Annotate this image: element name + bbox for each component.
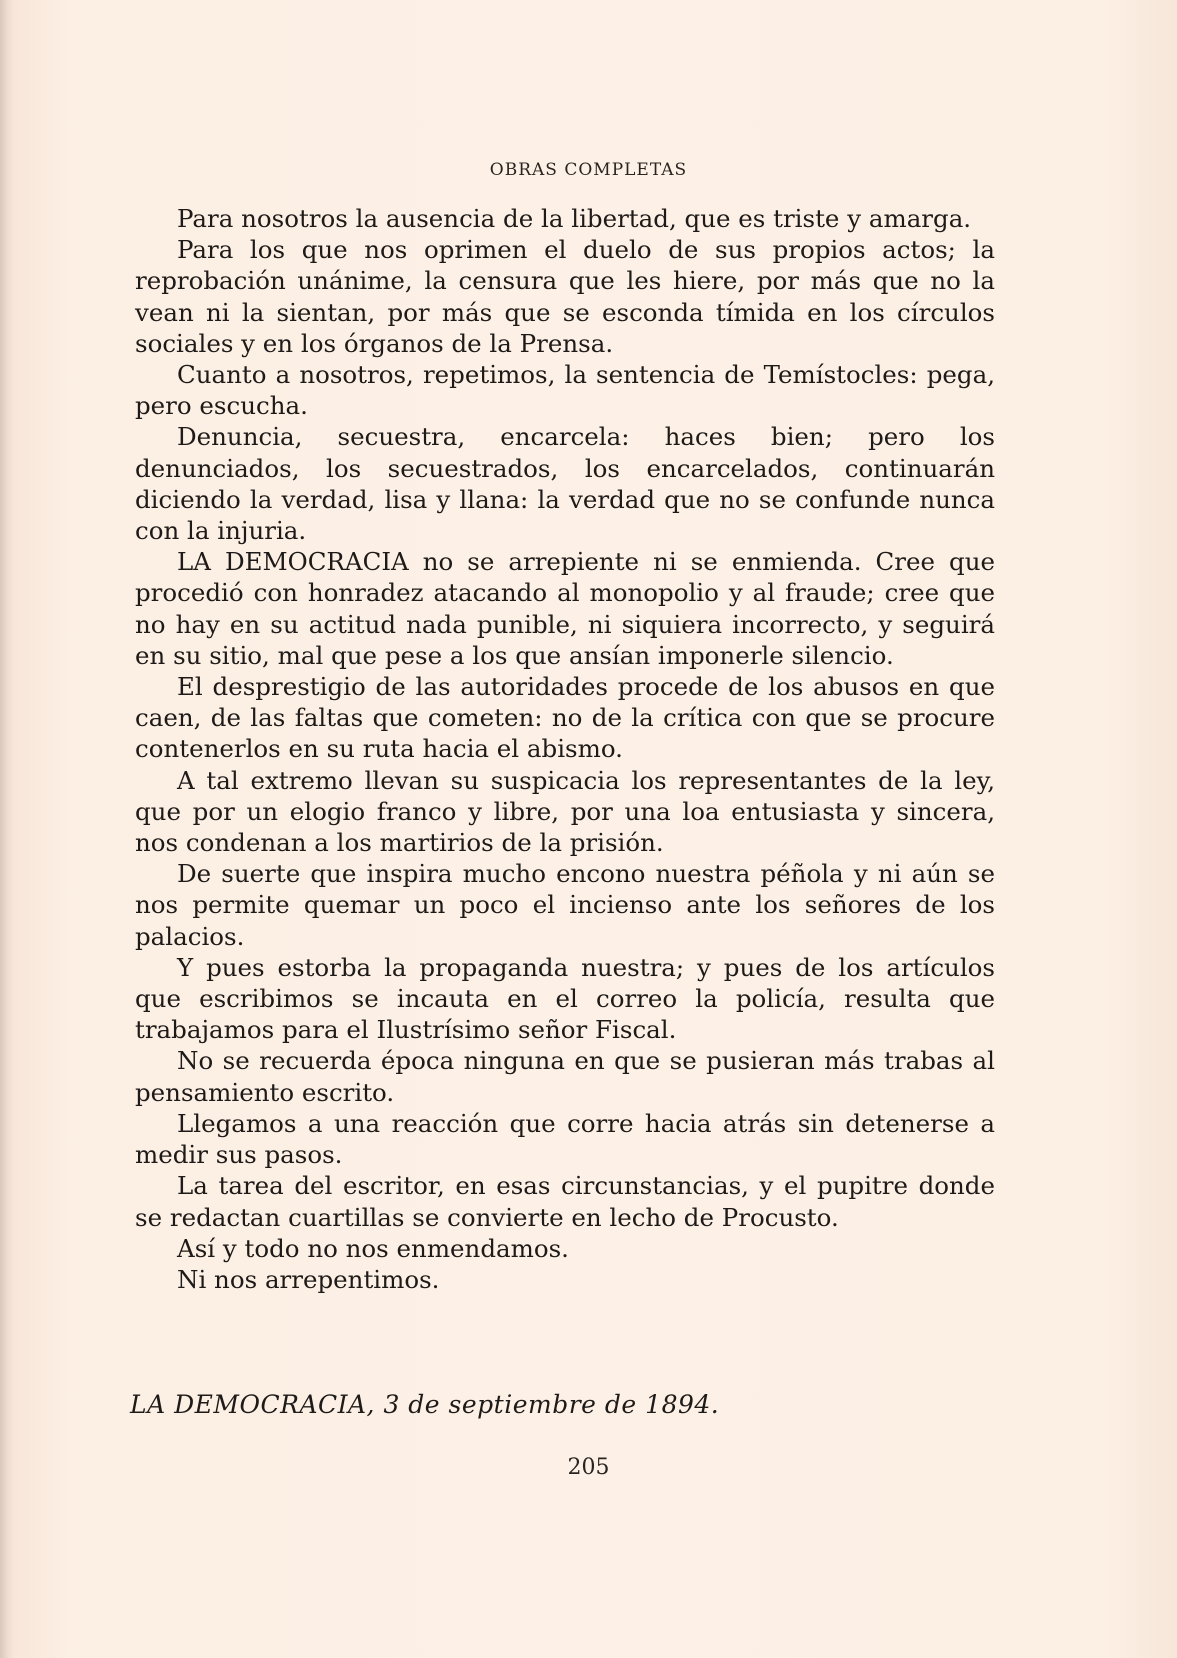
paragraph: Para nosotros la ausencia de la libertad, que es triste y amarga. [177,204,972,233]
paragraph: LA DEMOCRACIA no se arrepiente ni se enmienda. Cree que procedió con honradez atacando al monopolio y al fraude; cree que no hay en su actitud nada punible, ni siquiera incorrecto, y seguirá en su sitio, mal que pese a los que ansían imponerle silencio. [135,547,995,670]
paragraph: De suerte que inspira mucho encono nuestra péñola y ni aún se nos permite quemar un poco el incienso ante los señores de los palacios. [135,859,995,951]
page-number: 205 [567,1455,610,1480]
paragraph: La tarea del escritor, en esas circunstancias, y el pupitre donde se redactan cuartillas se convierte en lecho de Procusto. [135,1171,995,1232]
source-signature: LA DEMOCRACIA, 3 de septiembre de 1894. [130,1390,720,1419]
running-head: OBRAS COMPLETAS [489,160,688,180]
paragraph: Denuncia, secuestra, encarcela: haces bien; pero los denunciados, los secuestrados, los encarcelados, continuarán diciendo la verdad, lisa y llana: la verdad que no se confunde nunca con la injuria. [135,422,995,546]
body-text [135,203,995,1295]
paragraph: El desprestigio de las autoridades procede de los abusos en que caen, de las faltas que cometen: no de la crítica con que se procure contenerlos en su ruta hacia el abismo. [135,672,995,764]
paragraph: Y pues estorba la propaganda nuestra; y pues de los artículos que escribimos se incauta en el correo la policía, resulta que trabajamos para el Ilustrísimo señor Fiscal. [135,952,995,1045]
paragraph: Así y todo no nos enmendamos. [177,1233,569,1263]
paragraph: Cuanto a nosotros, repetimos, la sentencia de Temístocles: pega, pero escucha. [135,360,995,421]
paragraph: Ni nos arrepentimos. [177,1264,440,1294]
paragraph: No se recuerda época ninguna en que se pusieran más trabas al pensamiento escrito. [135,1046,995,1107]
paragraph: Para los que nos oprimen el duelo de sus propios actos; la reprobación unánime, la censura que les hiere, por más que no la vean ni la sientan, por más que se esconda tímida en los círculos sociales y en los órganos de la Prensa. [135,235,995,358]
page-left-edge [0,0,14,1658]
paragraph: Llegamos a una reacción que corre hacia atrás sin detenerse a medir sus pasos. [135,1108,995,1170]
paragraph: A tal extremo llevan su suspicacia los representantes de la ley, que por un elogio franco y libre, por una loa entusiasta y sincera, nos condenan a los martirios de la prisión. [135,765,995,858]
